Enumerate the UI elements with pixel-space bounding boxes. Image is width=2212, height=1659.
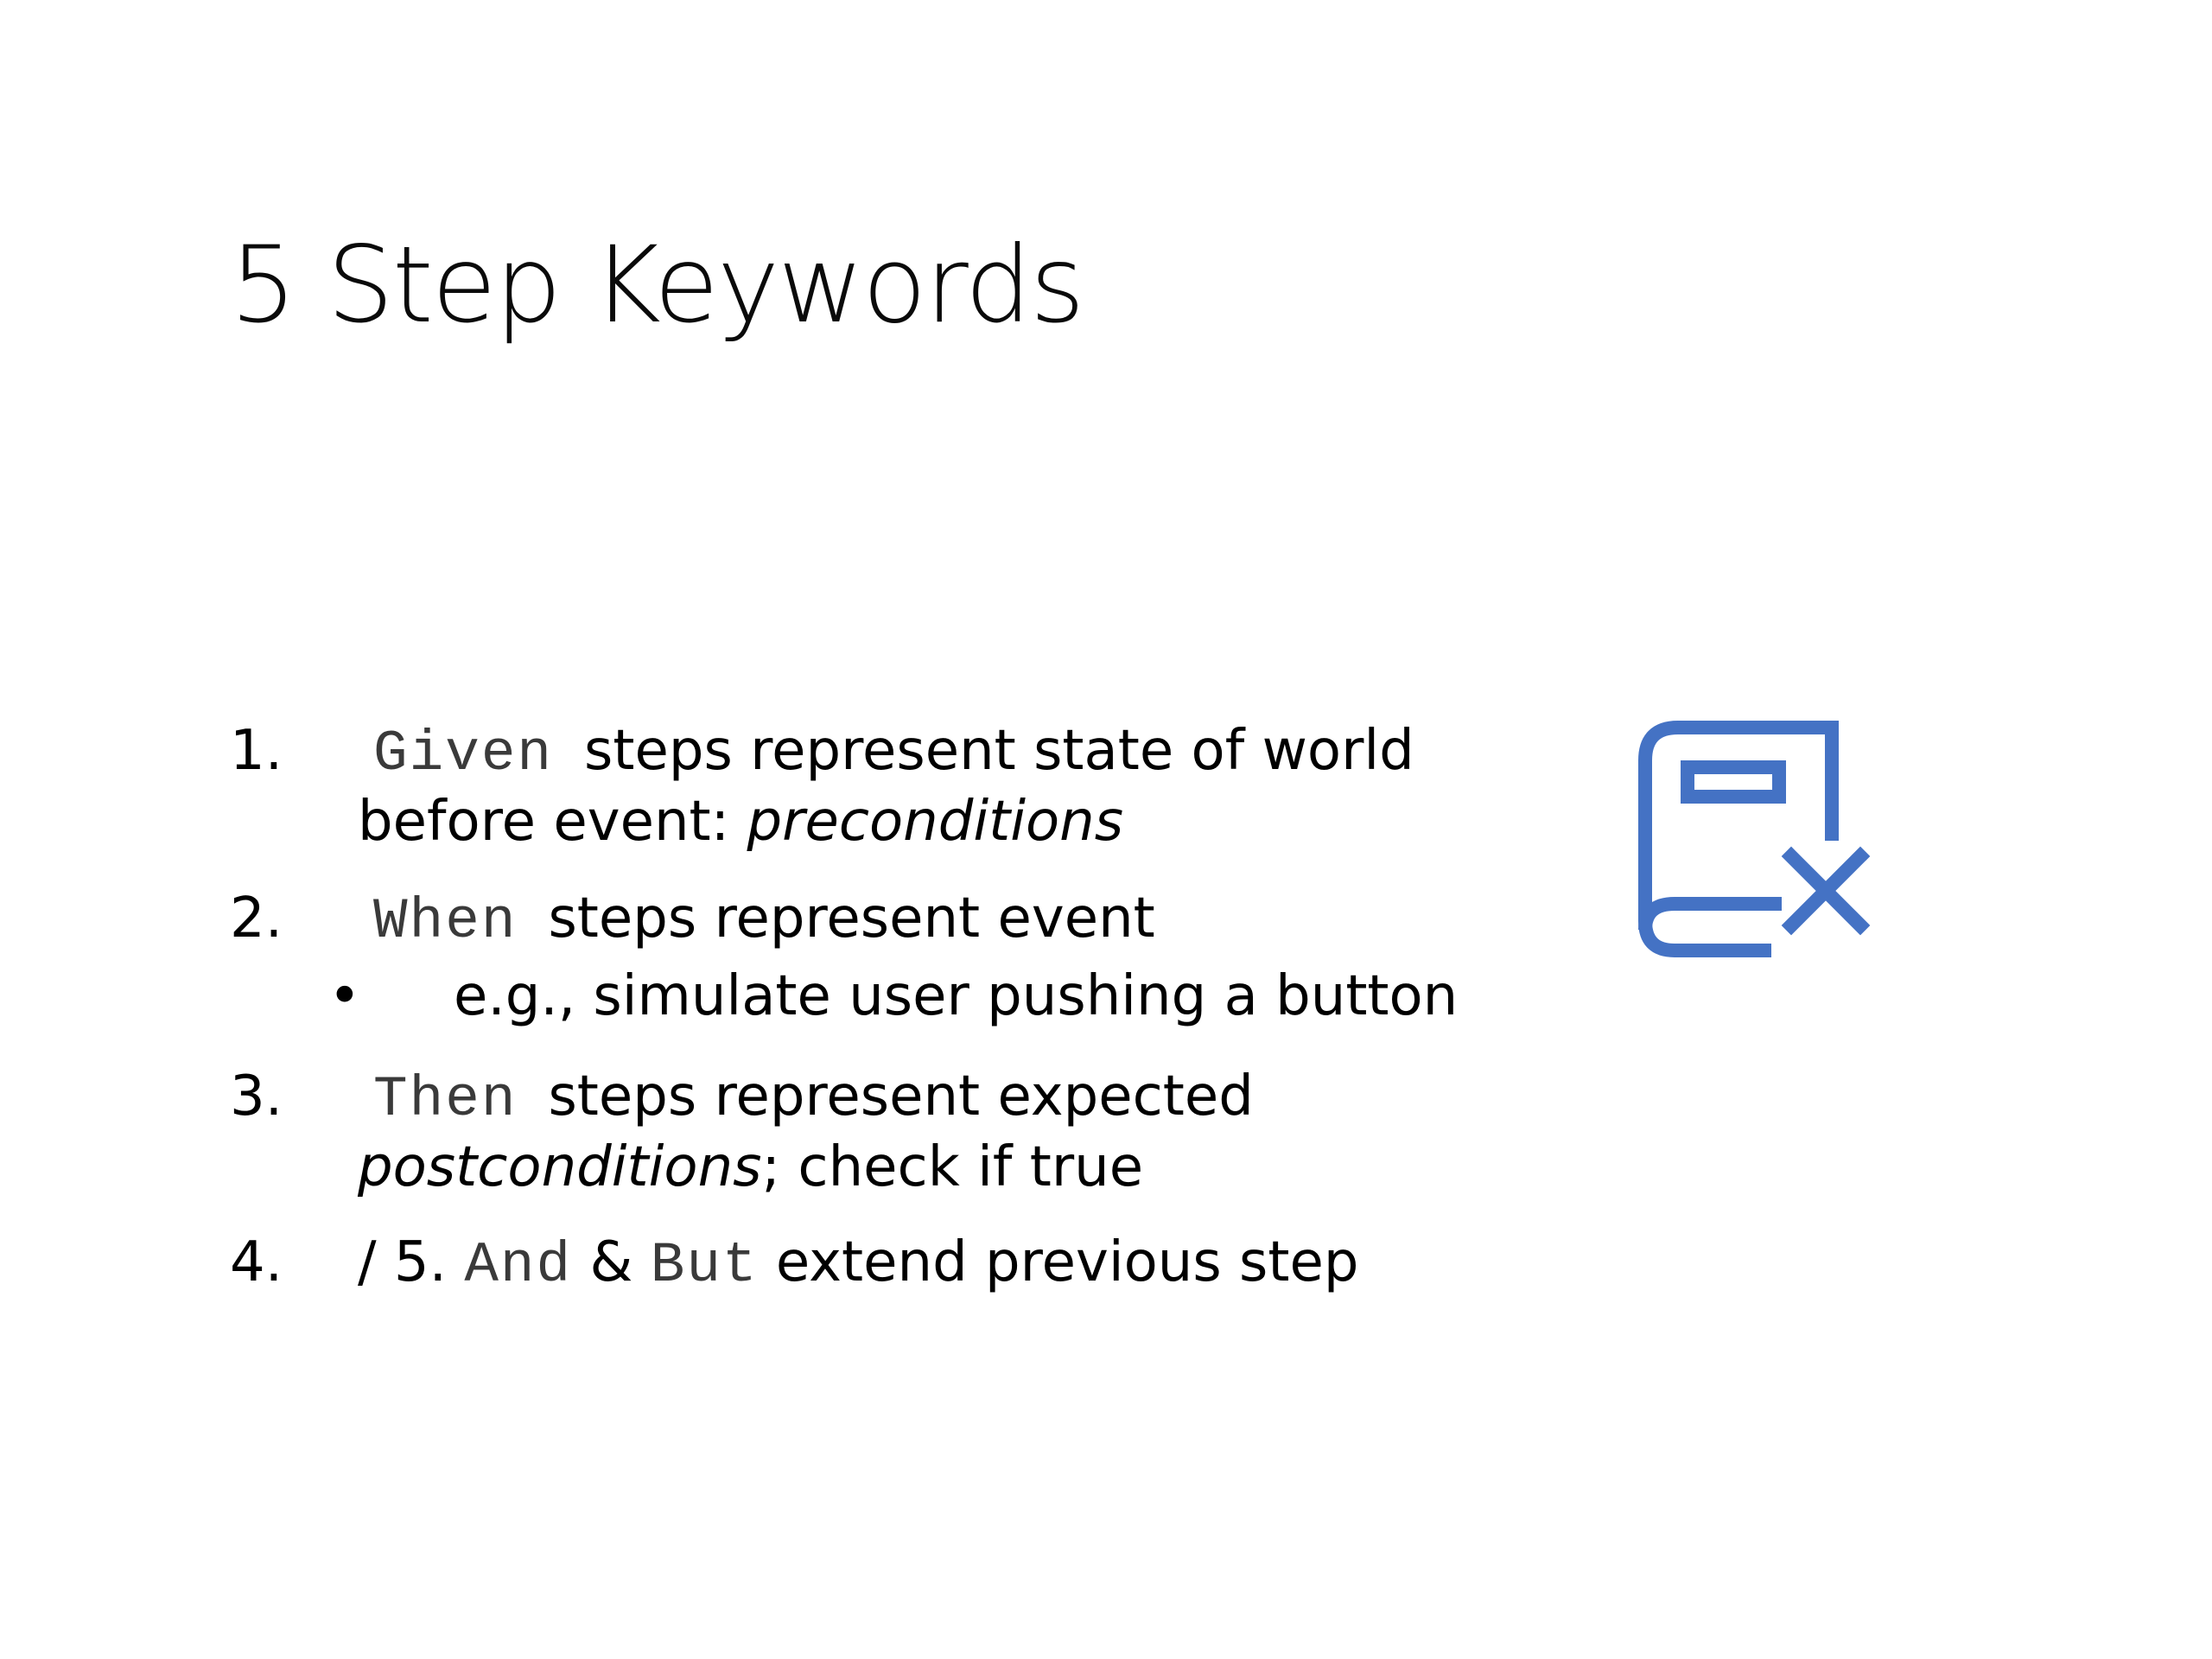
- keyword-and: And: [464, 1233, 573, 1298]
- list-number: 4.: [230, 1230, 283, 1294]
- item-text: steps represent expected: [548, 1065, 1254, 1128]
- book-x-icon: [1633, 715, 1884, 966]
- keyword-when: When: [373, 889, 518, 954]
- item-text: ; check if true: [761, 1135, 1144, 1199]
- item-text: steps represent state of world: [584, 719, 1414, 783]
- list-number: 3.: [230, 1065, 283, 1128]
- item-text: steps represent event: [548, 887, 1155, 950]
- item-text: / 5.: [358, 1230, 465, 1294]
- list-item-line: [358, 715, 1414, 790]
- keyword-then: Then: [373, 1067, 518, 1132]
- list-number: 1.: [230, 719, 283, 783]
- item-emphasis: preconditions: [747, 790, 1124, 854]
- keyword-but: But: [650, 1233, 759, 1298]
- list-item-line: [358, 786, 1123, 857]
- item-text: &: [572, 1230, 651, 1294]
- bullet-dot: •: [328, 964, 361, 1028]
- list-number: 2.: [230, 887, 283, 950]
- sub-bullet-text: e.g., simulate user pushing a button: [454, 964, 1459, 1028]
- list-item-line: [358, 1132, 1143, 1203]
- list-item-line: [358, 883, 1155, 957]
- list-item-line: [358, 1227, 1358, 1301]
- item-emphasis: postconditions: [358, 1135, 762, 1199]
- list-item-line: [358, 1061, 1254, 1135]
- keyword-given: Given: [373, 721, 554, 786]
- item-text: extend previous step: [758, 1230, 1359, 1294]
- slide-title: 5 Step Keywords: [230, 224, 1084, 346]
- item-text: before event:: [358, 790, 747, 854]
